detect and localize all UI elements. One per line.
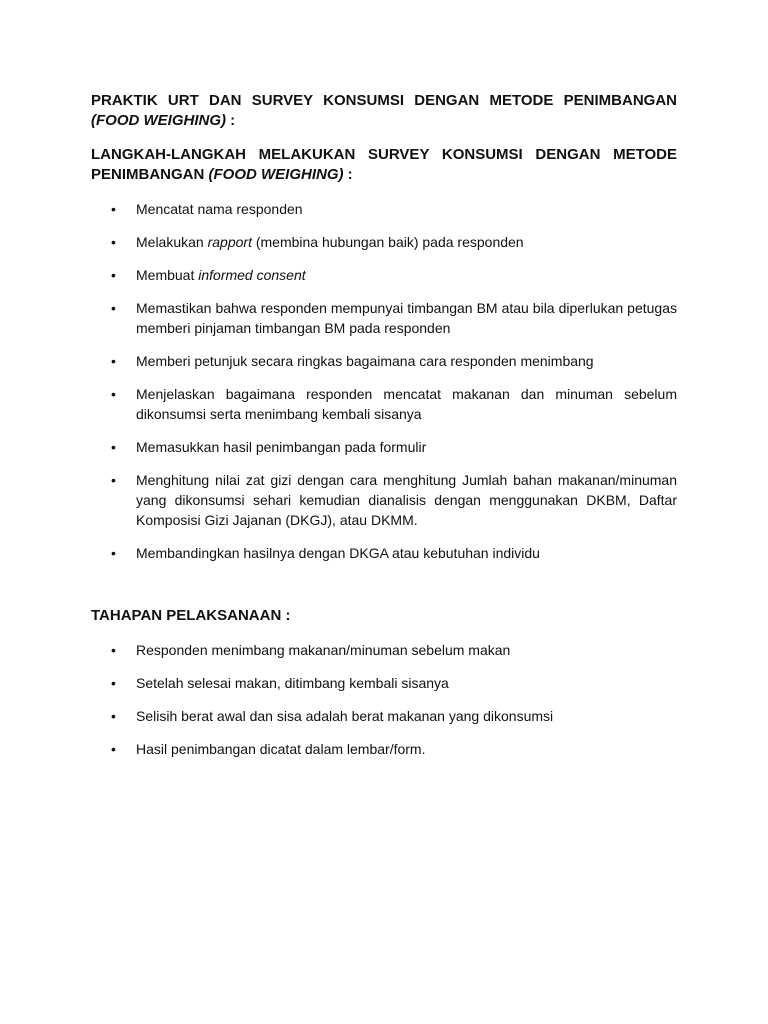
- step-text: Mencatat nama responden: [136, 201, 303, 217]
- steps-heading-main: LANGKAH-LANGKAH MELAKUKAN SURVEY KONSUMSI DENGAN METODE PENIMBANGAN: [91, 146, 677, 183]
- step-text: Memberi petunjuk secara ringkas bagaimana cara responden menimbang: [136, 353, 594, 369]
- stages-heading: TAHAPAN PELAKSANAAN :: [91, 607, 291, 624]
- list-item: [91, 199, 677, 219]
- stage-text: Setelah selesai makan, ditimbang kembali sisanya: [136, 675, 449, 691]
- step-text: Membandingkan hasilnya dengan DKGA atau kebutuhan individu: [136, 545, 540, 561]
- stage-text: Hasil penimbangan dicatat dalam lembar/form.: [136, 741, 426, 757]
- steps-heading-suffix: :: [343, 166, 353, 183]
- stage-text: Responden menimbang makanan/minuman sebelum makan: [136, 642, 511, 658]
- list-item: [91, 298, 677, 338]
- bullet-icon: •: [111, 675, 116, 691]
- list-item: [91, 673, 677, 693]
- title-italic: (FOOD WEIGHING): [91, 112, 226, 129]
- step-text: Memasukkan hasil penimbangan pada formulir: [136, 439, 427, 455]
- step-italic-text: rapport: [207, 234, 252, 250]
- document-page: [91, 91, 677, 772]
- list-item: [91, 706, 677, 726]
- list-item: [91, 232, 677, 252]
- list-item: [91, 351, 677, 371]
- step-text: Membuat: [136, 267, 199, 283]
- list-item: [91, 739, 677, 759]
- title-main: PRAKTIK URT DAN SURVEY KONSUMSI DENGAN METODE PENIMBANGAN: [91, 92, 677, 109]
- bullet-icon: •: [111, 201, 116, 217]
- bullet-icon: •: [111, 472, 116, 488]
- list-item: [91, 543, 677, 563]
- steps-heading-italic: (FOOD WEIGHING): [208, 166, 344, 183]
- bullet-icon: •: [111, 386, 116, 402]
- steps-list: [91, 199, 677, 563]
- list-item: [91, 640, 677, 660]
- list-item: [91, 470, 677, 530]
- title-suffix: :: [226, 112, 236, 129]
- bullet-icon: •: [111, 267, 116, 283]
- bullet-icon: •: [111, 642, 116, 658]
- stage-text: Selisih berat awal dan sisa adalah berat makanan yang dikonsumsi: [136, 708, 554, 724]
- steps-heading: [91, 145, 677, 185]
- stages-list: [91, 640, 677, 759]
- bullet-icon: •: [111, 353, 116, 369]
- step-italic-text: informed consent: [198, 267, 306, 283]
- bullet-icon: •: [111, 439, 116, 455]
- step-text: Menjelaskan bagaimana responden mencatat makanan dan minuman sebelum dikonsumsi serta menimbang kembali sisanya: [136, 386, 677, 422]
- step-text: Melakukan: [136, 234, 208, 250]
- section-spacer: [91, 576, 677, 606]
- step-text: Menghitung nilai zat gizi dengan cara menghitung Jumlah bahan makanan/minuman yang dikonsumsi sehari kemudian dianalisis dengan menggunakan DKBM, Daftar Komposisi Gizi Jajanan (DKGJ), atau DKMM.: [136, 472, 677, 528]
- document-title: [91, 91, 677, 131]
- bullet-icon: •: [111, 300, 116, 316]
- step-text: Memastikan bahwa responden mempunyai timbangan BM atau bila diperlukan petugas memberi pinjaman timbangan BM pada responden: [136, 300, 677, 336]
- bullet-icon: •: [111, 708, 116, 724]
- bullet-icon: •: [111, 741, 116, 757]
- list-item: [91, 265, 677, 285]
- bullet-icon: •: [111, 545, 116, 561]
- list-item: [91, 437, 677, 457]
- bullet-icon: •: [111, 234, 116, 250]
- list-item: [91, 384, 677, 424]
- step-text-end: (membina hubungan baik) pada responden: [251, 234, 524, 250]
